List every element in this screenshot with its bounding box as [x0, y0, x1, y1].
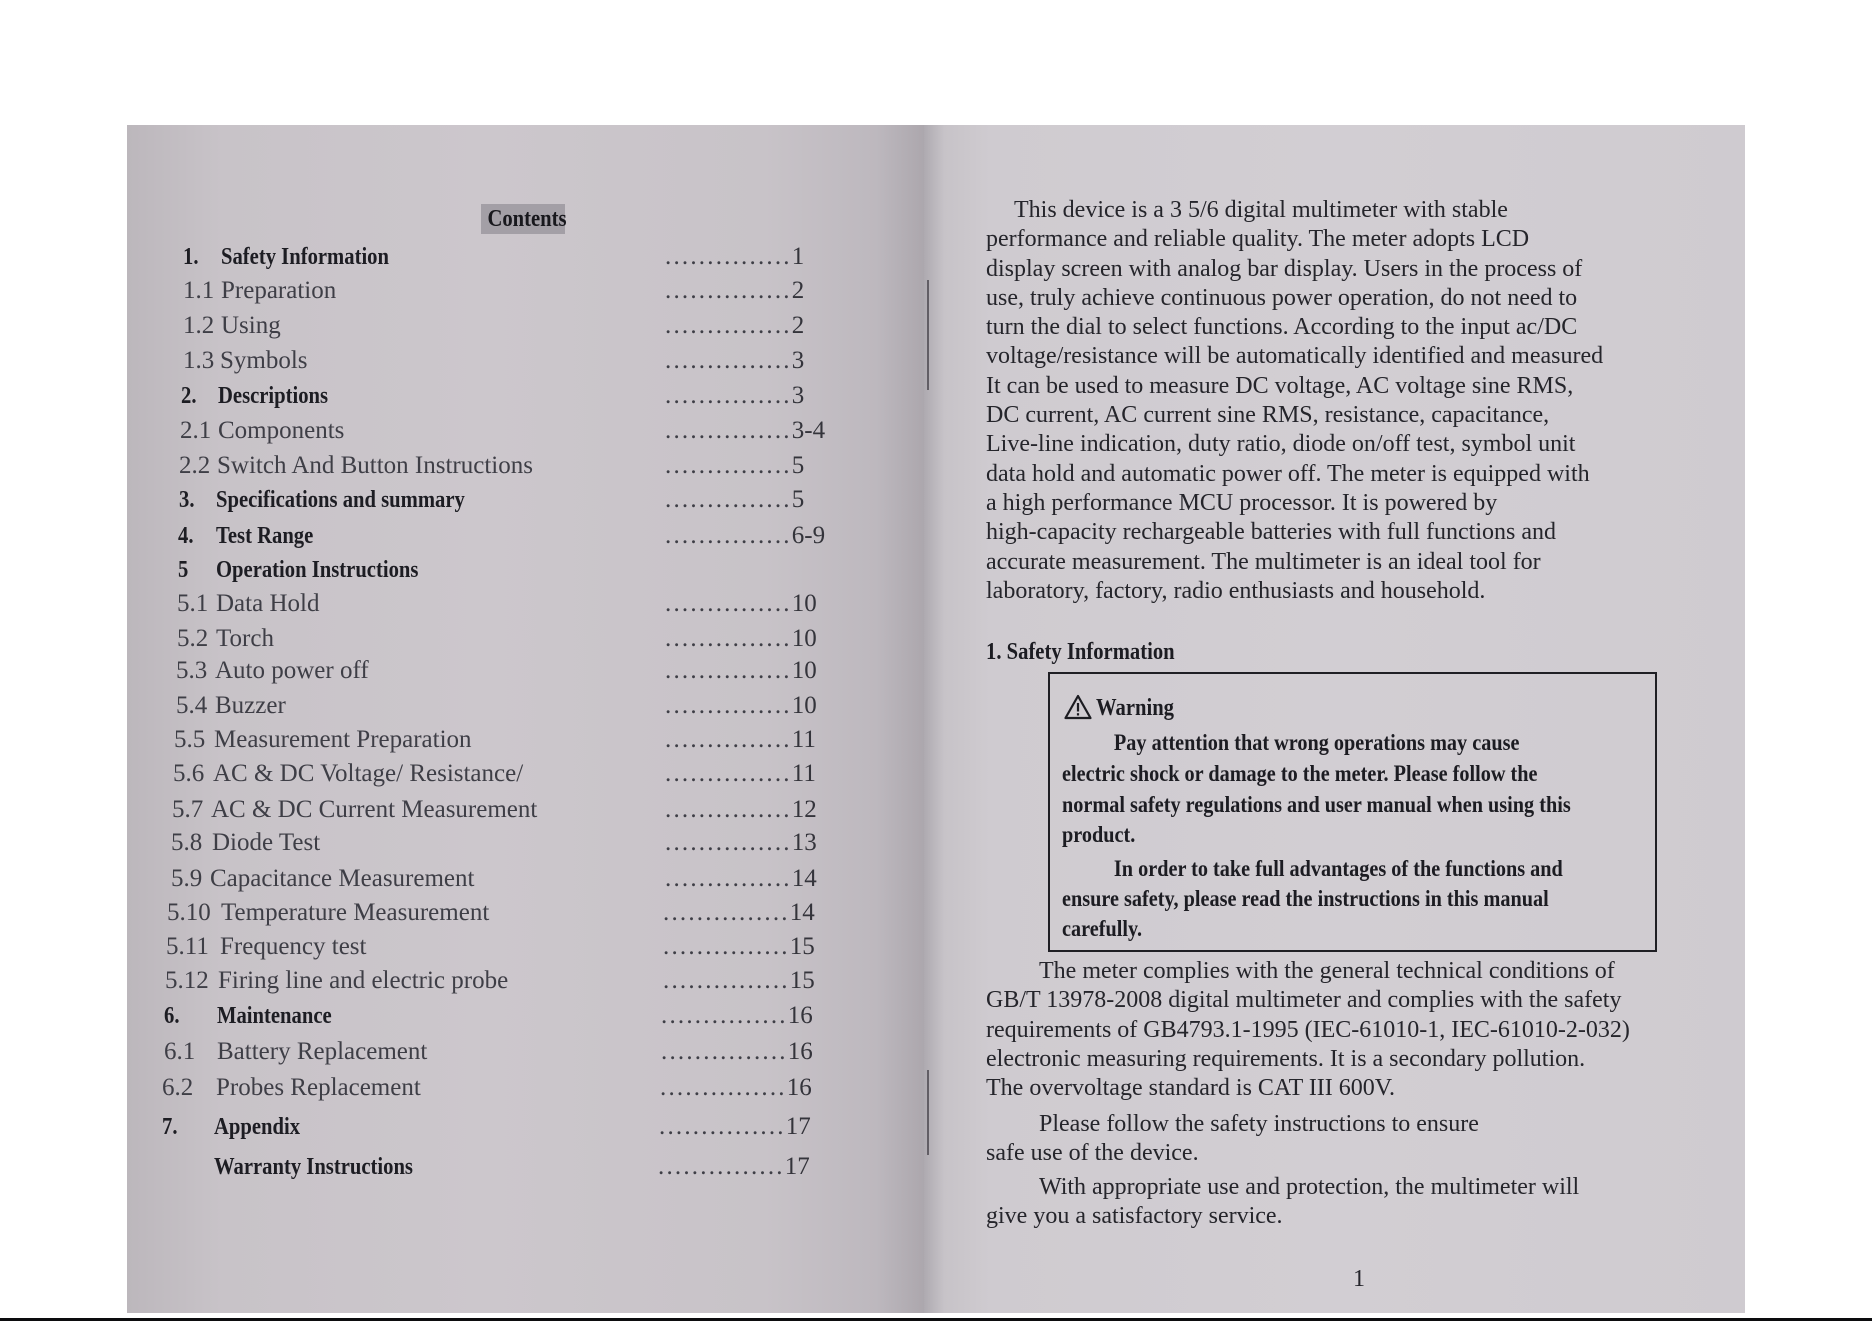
toc-page: 11 — [791, 726, 816, 753]
toc-leader-group — [665, 864, 817, 894]
toc-leader: ............... — [661, 1038, 788, 1065]
body-line: This device is a 3 5/6 digital multimeter with stable — [1014, 197, 1508, 223]
toc-label: Firing line and electric probe — [218, 967, 509, 994]
toc-label: Frequency test — [220, 933, 367, 960]
toc-label: Preparation — [221, 277, 337, 304]
toc-page: 15 — [789, 967, 815, 994]
toc-leader: ............... — [660, 1074, 787, 1101]
toc-leader-group — [665, 795, 817, 825]
toc-page: 5 — [791, 452, 805, 479]
warning-paragraph — [1062, 854, 1631, 944]
body-line: display screen with analog bar display. Users in the process of — [986, 255, 1583, 282]
toc-label: Safety Information — [221, 244, 389, 270]
toc-row — [127, 932, 924, 962]
toc-number: 6. — [164, 1003, 180, 1029]
toc-leader: ............... — [665, 277, 792, 304]
toc-number: 5.8 — [171, 829, 203, 856]
toc-label: Test Range — [216, 523, 314, 549]
toc-label: Capacitance Measurement — [210, 865, 475, 892]
toc-number: 5.2 — [177, 625, 209, 652]
toc-leader-group — [661, 1001, 813, 1031]
toc-leader-group — [665, 691, 817, 721]
toc-row — [127, 416, 924, 446]
toc-number: 2.2 — [179, 452, 211, 479]
toc-leader-group — [665, 521, 825, 551]
body-line: data hold and automatic power off. The meter is equipped with — [986, 460, 1590, 487]
toc-number: 6.1 — [164, 1038, 196, 1065]
toc-page: 12 — [791, 796, 817, 823]
toc-leader-group — [665, 828, 817, 858]
toc-leader-group — [665, 485, 804, 515]
warning-line: electric shock or damage to the meter. Please follow the — [1062, 760, 1538, 786]
toc-row — [127, 276, 924, 306]
instructions-paragraph — [986, 1110, 1479, 1169]
toc-number: 1.2 — [183, 312, 215, 339]
toc-number: 5.10 — [167, 899, 211, 926]
toc-label: Probes Replacement — [216, 1074, 421, 1101]
toc-leader-group — [663, 898, 815, 928]
warning-line: In order to take full advantages of the functions and — [1113, 856, 1563, 881]
toc-leader-group — [665, 381, 804, 411]
toc-page: 16 — [787, 1038, 813, 1065]
toc-leader: ............... — [665, 382, 792, 409]
toc-leader-group — [663, 966, 815, 996]
body-line: With appropriate use and protection, the multimeter will — [1039, 1174, 1580, 1200]
toc-leader-group — [665, 346, 804, 376]
toc-leader: ............... — [665, 625, 792, 652]
toc-leader-group — [663, 932, 815, 962]
toc-leader: ............... — [659, 1113, 786, 1140]
toc-number: 1. — [183, 244, 199, 270]
warning-icon — [1064, 694, 1092, 720]
toc-leader: ............... — [665, 829, 792, 856]
toc-label: Maintenance — [217, 1003, 332, 1029]
warning-box — [1048, 672, 1657, 952]
toc-page: 15 — [789, 933, 815, 960]
toc-number: 2. — [181, 383, 197, 409]
body-line: accurate measurement. The multimeter is an ideal tool for — [986, 548, 1541, 575]
toc-number: 7. — [162, 1114, 178, 1140]
toc-leader: ............... — [665, 486, 792, 513]
toc-number: 5.11 — [166, 933, 209, 960]
toc-row — [127, 485, 924, 515]
body-line: GB/T 13978-2008 digital multimeter and complies with the safety — [986, 987, 1622, 1014]
body-line: Please follow the safety instructions to ensure — [1039, 1111, 1479, 1137]
toc-leader-group — [665, 451, 804, 481]
intro-paragraph — [986, 196, 1603, 606]
toc-leader: ............... — [665, 760, 792, 787]
body-line: high-capacity rechargeable batteries with full functions and — [986, 519, 1556, 546]
toc-leader: ............... — [665, 312, 792, 339]
toc-row — [127, 795, 924, 825]
toc-row — [127, 346, 924, 376]
toc-label: Warranty Instructions — [214, 1154, 413, 1180]
toc-row — [127, 1112, 924, 1142]
warning-title: Warning — [1096, 695, 1175, 721]
toc-row — [127, 864, 924, 894]
contents-title-text: Contents — [487, 206, 567, 232]
toc-page: 2 — [791, 277, 805, 304]
warning-line: Pay attention that wrong operations may cause — [1113, 730, 1520, 755]
body-line: a high performance MCU processor. It is powered by — [986, 489, 1498, 516]
toc-page: 3-4 — [791, 417, 826, 444]
toc-leader: ............... — [665, 726, 792, 753]
body-line: turn the dial to select functions. According to the input ac/DC — [986, 314, 1578, 341]
toc-number: 1.3 — [183, 347, 215, 374]
left-page — [127, 125, 924, 1313]
fold-shadow — [927, 280, 929, 390]
toc-page: 14 — [789, 899, 815, 926]
page-number: 1 — [1353, 1266, 1365, 1292]
toc-row — [127, 242, 924, 272]
toc-number: 5.3 — [176, 657, 208, 684]
toc-leader: ............... — [665, 522, 792, 549]
warning-line: product. — [1062, 822, 1136, 848]
toc-leader-group — [659, 1112, 811, 1142]
body-line: laboratory, factory, radio enthusiasts and household. — [986, 577, 1486, 604]
body-line: requirements of GB4793.1-1995 (IEC-61010-1, IEC-61010-2-032) — [986, 1016, 1630, 1043]
body-line: performance and reliable quality. The meter adopts LCD — [986, 226, 1530, 253]
toc-leader: ............... — [663, 899, 790, 926]
compliance-paragraph — [986, 957, 1630, 1103]
toc-leader: ............... — [663, 967, 790, 994]
toc-label: Diode Test — [212, 829, 321, 856]
toc-page: 16 — [787, 1002, 813, 1029]
toc-leader-group — [665, 589, 817, 619]
toc-number: 5.4 — [176, 692, 208, 719]
toc-label: Data Hold — [216, 590, 320, 617]
toc-leader-group — [661, 1037, 813, 1067]
toc-row — [127, 828, 924, 858]
toc-leader: ............... — [665, 692, 792, 719]
toc-row — [127, 656, 924, 686]
toc-number: 5.1 — [177, 590, 209, 617]
toc-leader: ............... — [665, 657, 792, 684]
warning-line: normal safety regulations and user manual when using this — [1062, 791, 1571, 817]
section-heading: 1. Safety Information — [986, 639, 1175, 665]
toc-number: 2.1 — [180, 417, 212, 444]
toc-page: 6-9 — [791, 522, 826, 549]
body-line: voltage/resistance will be automatically identified and measured — [986, 343, 1604, 370]
toc-leader: ............... — [663, 933, 790, 960]
booklet — [127, 125, 1745, 1313]
toc-label: AC & DC Voltage/ Resistance/ — [213, 760, 524, 787]
toc-row — [127, 691, 924, 721]
toc-row — [127, 1073, 924, 1103]
toc-page: 3 — [791, 382, 805, 409]
body-line: The overvoltage standard is CAT III 600V. — [986, 1075, 1396, 1102]
toc-leader: ............... — [665, 243, 792, 270]
toc-label: Temperature Measurement — [221, 899, 490, 926]
toc-label: Battery Replacement — [217, 1038, 428, 1065]
toc-row — [127, 381, 924, 411]
body-line: DC current, AC current sine RMS, resistance, capacitance, — [986, 402, 1550, 429]
toc-number: 5 — [178, 557, 189, 583]
toc-leader-group — [665, 624, 817, 654]
toc-number: 4. — [178, 523, 194, 549]
toc-number: 6.2 — [162, 1074, 194, 1101]
toc-page: 17 — [785, 1113, 811, 1140]
toc-label: Descriptions — [218, 383, 329, 409]
toc-page: 2 — [791, 312, 805, 339]
toc-number: 5.5 — [174, 726, 206, 753]
toc-number: 1.1 — [183, 277, 215, 304]
toc-row — [127, 521, 924, 551]
toc-leader-group — [665, 242, 804, 272]
body-line: It can be used to measure DC voltage, AC voltage sine RMS, — [986, 372, 1574, 399]
toc-page: 13 — [791, 829, 817, 856]
toc-page: 5 — [791, 486, 805, 513]
toc-number: 5.12 — [165, 967, 209, 994]
toc-leader: ............... — [665, 865, 792, 892]
toc-row — [127, 589, 924, 619]
toc-page: 10 — [791, 657, 817, 684]
toc-label: Switch And Button Instructions — [217, 452, 533, 479]
toc-leader-group — [665, 276, 804, 306]
toc-leader: ............... — [665, 417, 792, 444]
toc-leader-group — [665, 311, 804, 341]
toc-row — [127, 1037, 924, 1067]
right-page — [924, 125, 1745, 1313]
body-line: safe use of the device. — [986, 1140, 1199, 1167]
warning-line: carefully. — [1062, 916, 1143, 941]
bottom-edge-line — [0, 1318, 1872, 1321]
toc-leader: ............... — [665, 796, 792, 823]
toc-label: Specifications and summary — [216, 487, 465, 513]
toc-row — [127, 966, 924, 996]
toc-leader-group — [658, 1152, 810, 1182]
toc-label: Auto power off — [215, 657, 369, 684]
warning-paragraph — [1062, 728, 1640, 851]
toc-label: Symbols — [220, 347, 308, 374]
toc-page: 11 — [791, 760, 816, 787]
toc-number: 5.6 — [173, 760, 205, 787]
body-line: electronic measuring requirements. It is a secondary pollution. — [986, 1045, 1586, 1072]
fold-shadow — [927, 1070, 929, 1155]
toc-row — [127, 1152, 924, 1182]
toc-label: Components — [218, 417, 345, 444]
toc-page: 3 — [791, 347, 805, 374]
toc-page: 1 — [791, 243, 805, 270]
toc-row — [127, 898, 924, 928]
toc-leader: ............... — [661, 1002, 788, 1029]
toc-leader: ............... — [665, 347, 792, 374]
toc-row — [127, 1001, 924, 1031]
toc-row — [127, 759, 924, 789]
toc-leader: ............... — [665, 452, 792, 479]
closing-paragraph — [986, 1173, 1579, 1232]
toc-page: 14 — [791, 865, 817, 892]
toc-page: 17 — [784, 1153, 810, 1180]
toc-leader-group — [660, 1073, 812, 1103]
toc-leader-group — [665, 656, 817, 686]
toc-leader: ............... — [658, 1153, 785, 1180]
toc-leader: ............... — [665, 590, 792, 617]
toc-label: Torch — [216, 625, 274, 652]
contents-title — [481, 204, 565, 234]
toc-page: 16 — [786, 1074, 812, 1101]
toc-leader-group — [665, 725, 816, 755]
toc-row — [127, 725, 924, 755]
warning-line: ensure safety, please read the instructions in this manual — [1062, 886, 1549, 911]
toc-label: Operation Instructions — [216, 557, 419, 583]
toc-leader-group — [665, 759, 816, 789]
toc-label: Buzzer — [215, 692, 286, 719]
toc-page: 10 — [791, 590, 817, 617]
toc-page: 10 — [791, 692, 817, 719]
toc-label: Measurement Preparation — [214, 726, 472, 753]
toc-row — [127, 624, 924, 654]
toc-row — [127, 555, 924, 585]
toc-number: 5.7 — [172, 796, 204, 823]
toc-label: Using — [221, 312, 281, 339]
toc-number: 5.9 — [171, 865, 203, 892]
body-line: use, truly achieve continuous power operation, do not need to — [986, 284, 1578, 311]
toc-label: AC & DC Current Measurement — [211, 796, 538, 823]
toc-leader-group — [665, 416, 825, 446]
toc-label: Appendix — [214, 1114, 301, 1140]
toc-row — [127, 311, 924, 341]
body-line: The meter complies with the general technical conditions of — [1039, 958, 1615, 984]
toc-page: 10 — [791, 625, 817, 652]
toc-row — [127, 451, 924, 481]
toc-number: 3. — [179, 487, 195, 513]
body-line: give you a satisfactory service. — [986, 1203, 1283, 1230]
body-line: Live-line indication, duty ratio, diode on/off test, symbol unit — [986, 431, 1576, 458]
